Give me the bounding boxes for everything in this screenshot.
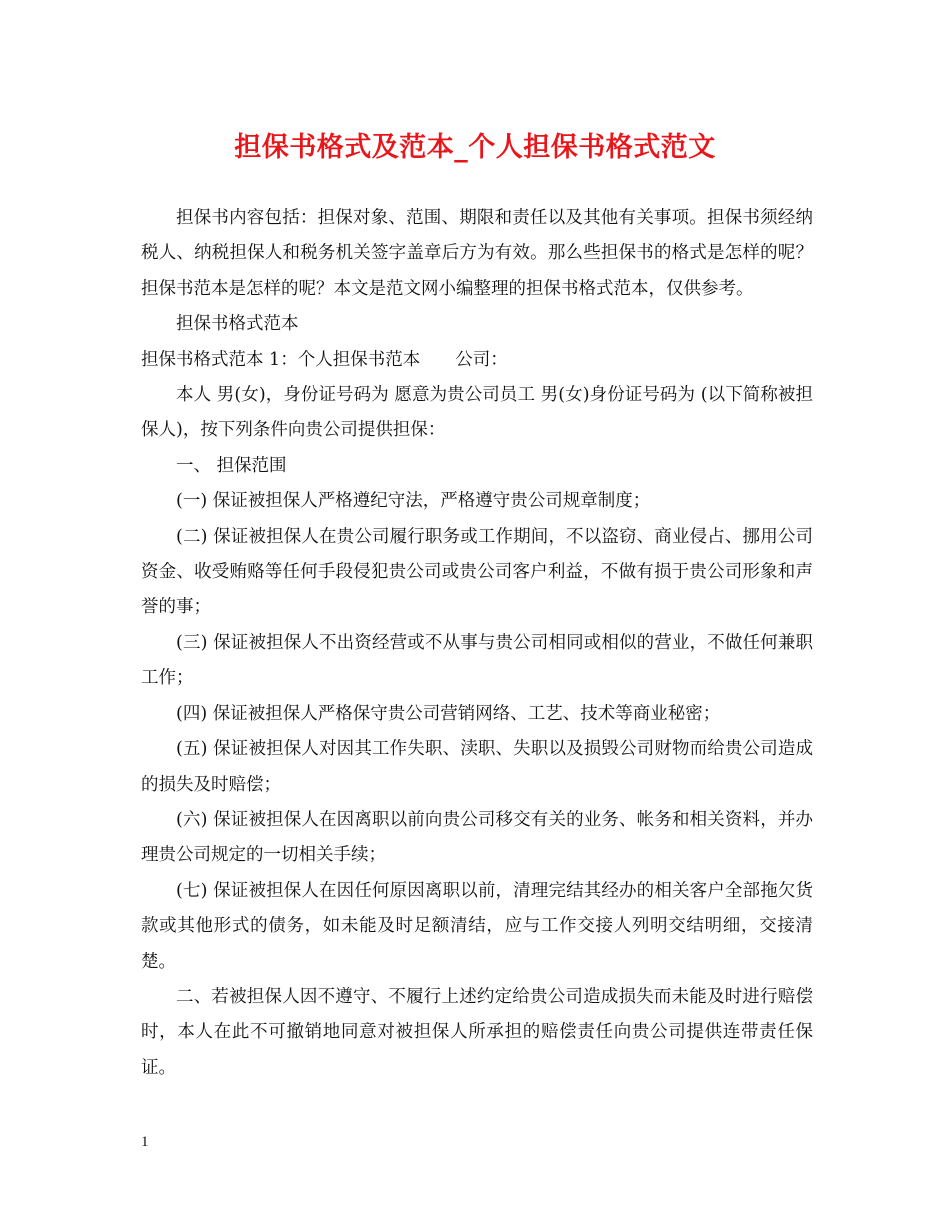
paragraph-item-1: (一) 保证被担保人严格遵纪守法，严格遵守贵公司规章制度； xyxy=(176,491,651,512)
paragraph-intro: 担保书内容包括：担保对象、范围、期限和责任以及其他有关事项。担保书须经纳税人、纳税担保人和税务机关签字盖章后方为有效。那么些担保书的格式是怎样的呢？担保书范本是怎样的呢？本文是范文网小编整理的担保书格式范本，仅供参考。 xyxy=(141,208,813,299)
paragraph-heading: 担保书格式范本 xyxy=(176,314,299,335)
paragraph-item-7: (七) 保证被担保人在因任何原因离职以前，清理完结其经办的相关客户全部拖欠货款或其他形式的债务，如未能及时足额清结，应与工作交接人列明交结明细，交接清楚。 xyxy=(141,880,813,972)
paragraph-section-two: 二、若被担保人因不遵守、不履行上述约定给贵公司造成损失而未能及时进行赔偿时，本人在此不可撤销地同意对被担保人所承担的赔偿责任向贵公司提供连带责任保证。 xyxy=(141,986,813,1078)
document-body xyxy=(141,201,813,1086)
document-title: 担保书格式及范本_个人担保书格式范文 xyxy=(234,132,716,163)
paragraph-item-3: (三) 保证被担保人不出资经营或不从事与贵公司相同或相似的营业，不做任何兼职工作； xyxy=(141,632,813,689)
paragraph-item-2: (二) 保证被担保人在贵公司履行职务或工作期间，不以盗窃、商业侵占、挪用公司资金、收受贿赂等任何手段侵犯贵公司或贵公司客户利益，不做有损于贵公司形象和声誉的事； xyxy=(141,526,813,618)
page-number: 1 xyxy=(141,1134,149,1150)
paragraph-item-5: (五) 保证被担保人对因其工作失职、渎职、失职以及损毁公司财物而给贵公司造成的损失及时赔偿； xyxy=(141,739,813,795)
paragraph-sample-title: 担保书格式范本 1：个人担保书范本 公司： xyxy=(141,349,508,370)
paragraph-item-4: (四) 保证被担保人严格保守贵公司营销网络、工艺、技术等商业秘密； xyxy=(176,703,721,724)
paragraph-item-6: (六) 保证被担保人在因离职以前向贵公司移交有关的业务、帐务和相关资料，并办理贵公司规定的一切相关手续； xyxy=(141,809,813,866)
paragraph-declaration: 本人 男(女)，身份证号码为 愿意为贵公司员工 男(女)身份证号码为 (以下简称被担保人)，按下列条件向贵公司提供担保： xyxy=(141,385,813,441)
paragraph-section-one: 一、 担保范围 xyxy=(176,455,287,476)
